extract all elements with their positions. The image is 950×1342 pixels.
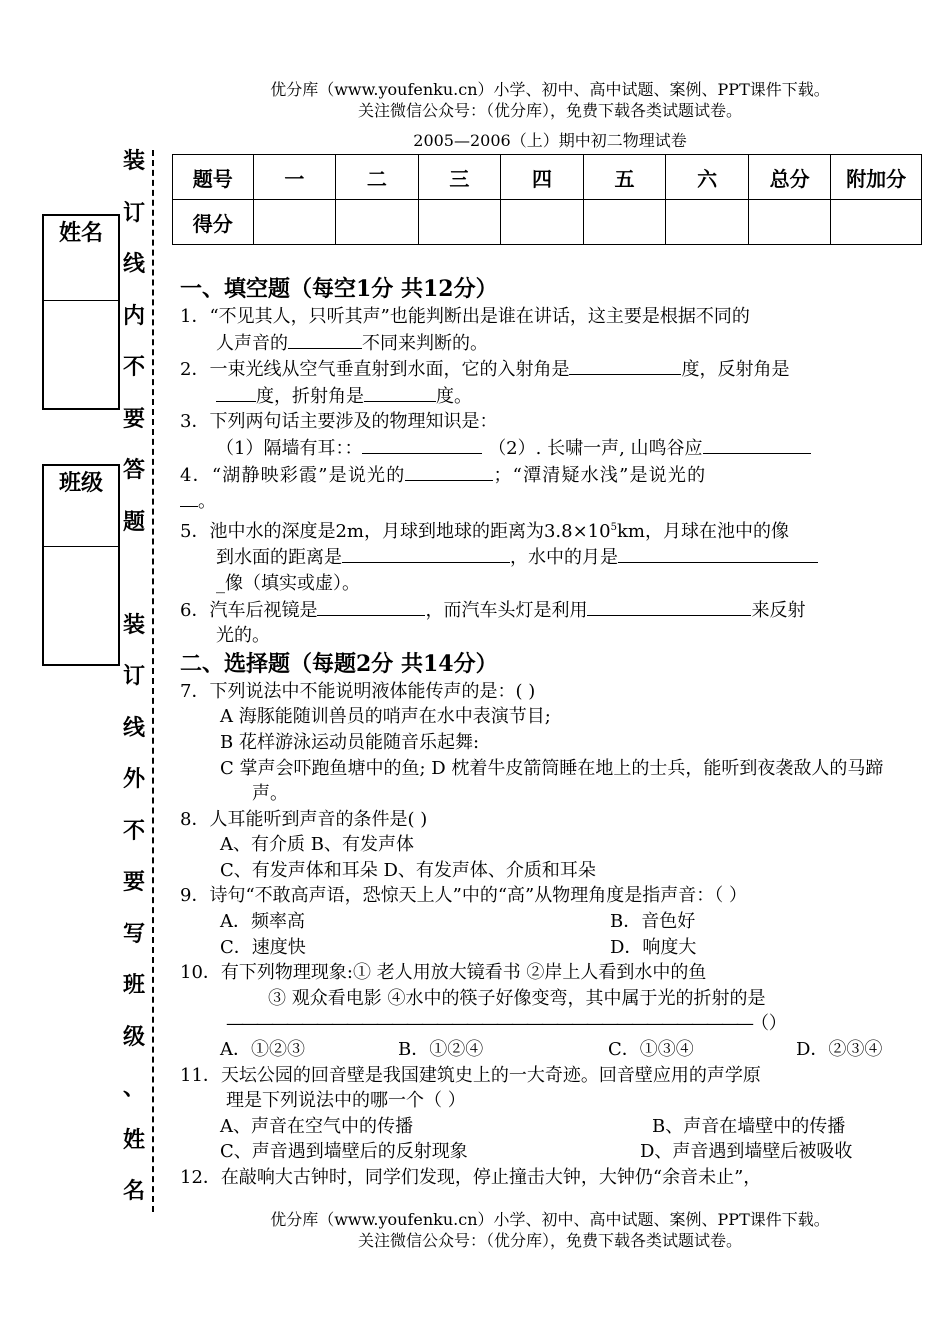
binding-char: 、 [122,1075,145,1101]
score-header-cell: 三 [418,155,501,200]
binding-char: 班 [122,972,145,998]
name-box [42,214,120,410]
option[interactable]: C、有发声体和耳朵 D、有发声体、介质和耳朵 [220,859,596,881]
question-1: 1．“不见其人，只听其声”也能判断出是谁在讲话，这主要是根据不同的 人声音的 不同来判断的。 [180,306,750,354]
header-line-1: 优分库（www.youfenku.cn）小学、初中、高中试题、案例、PPT课件下载。 [270,80,830,99]
option[interactable]: D、声音遇到墙壁后被吸收 [640,1141,853,1163]
binding-char: 装 [122,148,145,174]
score-cell[interactable] [583,200,666,245]
question-8: 8．人耳能听到声音的条件是( ) A、有介质 B、有发声体 C、有发声体和耳朵 D、有发声体、介质和耳朵 [180,807,910,884]
answer-blank[interactable] [317,597,425,616]
binding-char: 写 [122,920,145,947]
class-label: 班级 [58,470,103,496]
score-cell[interactable] [253,200,336,245]
question-6: 6．汽车后视镜是 ，而汽车头灯是利用 来反射 光的。 [180,597,910,649]
option[interactable]: D．②③④ [796,1039,883,1061]
score-cell[interactable] [831,200,922,245]
name-write-area[interactable] [44,300,118,301]
score-header-cell: 二 [336,155,419,200]
option[interactable]: B．音色好 [610,911,696,933]
option[interactable]: A 海豚能随训兽员的哨声在水中表演节目; [220,706,551,728]
option[interactable]: C．①③④ [608,1039,694,1061]
option[interactable]: B．①②④ [398,1039,484,1061]
answer-blank[interactable] [569,356,681,375]
header-line-2: 关注微信公众号：（优分库），免费下载各类试题试卷。 [357,101,742,120]
question-12: 12．在敲响大古钟时，同学们发现，停止撞击大钟，大钟仍“余音未止”， [180,1167,762,1188]
score-header-row [173,155,922,200]
score-value-row [173,200,922,245]
binding-char: 要 [122,405,145,432]
binding-char: 答 [122,457,145,483]
binding-char: 外 [122,766,145,792]
score-cell[interactable] [336,200,419,245]
answer-blank[interactable] [288,330,362,349]
binding-char: 题 [122,508,145,535]
score-header-cell: 四 [501,155,584,200]
answer-blank[interactable] [405,462,493,481]
binding-char: 线 [122,714,145,741]
binding-char: 订 [122,199,145,226]
answer-blank[interactable] [703,435,811,454]
answer-blank[interactable] [618,544,818,563]
option[interactable]: A．①②③ [220,1039,305,1061]
question-11: 11．天坛公园的回音壁是我国建筑史上的一大奇迹。回音壁应用的声学原 理是下列说法中的哪一个（ ） A、声音在空气中的传播 B、声音在墙壁中的传播 C、声音遇到墙壁后的反射现象 D、声音遇到墙壁后被吸收 [180,1063,910,1165]
option[interactable]: A、声音在空气中的传播 [220,1115,413,1137]
binding-char: 不 [122,354,145,380]
section-1-title: 一、填空题（每空1分 共12分） [180,276,498,302]
option[interactable]: A、有介质 B、有发声体 [220,834,414,856]
exam-content [180,274,910,1191]
score-header-cell: 一 [253,155,336,200]
question-3: 3．下列两句话主要涉及的物理知识是： （1）隔墙有耳：： （2）. 长啸一声, 山鸣谷应 [180,409,910,461]
answer-blank[interactable] [364,383,436,402]
question-4: 4．“湖静映彩霞”是说光的 ；“潭清疑水浅”是说光的 。 [180,462,910,515]
option[interactable]: B、声音在墙壁中的传播 [652,1115,846,1137]
answer-blank[interactable] [216,383,256,402]
score-row-label: 得分 [173,200,254,245]
binding-char: 要 [122,869,145,895]
option[interactable]: C、声音遇到墙壁后的反射现象 [220,1141,468,1163]
binding-char: 级 [122,1023,145,1050]
option[interactable]: B 花样游泳运动员能随音乐起舞: [220,731,480,753]
binding-char: 不 [122,817,145,844]
question-2: 2．一束光线从空气垂直射到水面，它的入射角是 度，反射角是 度，折射角是 度。 [180,356,910,409]
question-10: 10．有下列物理现象:① 老人用放大镜看书 ②岸上人看到水中的鱼 ③ 观众看电影 ④水中的筷子好像变弯，其中属于光的折射的是 ———————————————————————————————————（ ） A．①②③ B．①②④ C．①③④ D．②③④ [180,960,910,1062]
score-header-cell: 六 [666,155,749,200]
score-cell[interactable] [418,200,501,245]
score-table [172,154,922,245]
option[interactable]: C．速度快 [220,936,306,958]
name-label: 姓名 [58,220,103,246]
binding-char: 内 [122,302,145,329]
score-header-cell: 题号 [173,155,254,200]
question-5: 5．池中水的深度是2m，月球到地球的距离为$3.8\times 10^5km$，月球在池中的像 到水面的距离是 ，水中的月是 _像（填实或虚）。 [180,515,910,597]
question-7: 7．下列说法中不能说明液体能传声的是：( ) A 海豚能随训兽员的哨声在水中表演节目; B 花样游泳运动员能随音乐起舞: C 掌声会吓跑鱼塘中的鱼; D 枕着牛皮箭筒睡在地上的士兵，能听到夜袭敌人的马蹄声。 [180,679,910,807]
footer-line-1: 优分库（www.youfenku.cn）小学、初中、高中试题、案例、PPT课件下载。 [270,1210,830,1229]
class-box [42,464,120,666]
binding-char: 名 [122,1178,145,1204]
binding-char: 姓 [122,1126,145,1153]
binding-dashed-line [152,150,154,1212]
score-cell[interactable] [666,200,749,245]
score-cell[interactable] [748,200,831,245]
binding-line-text [120,150,148,1232]
option[interactable]: D．响度大 [610,936,697,958]
exam-title: 2005—2006（上）期中初二物理试卷 [413,131,687,150]
answer-blank[interactable] [587,597,751,616]
section-2-title: 二、选择题（每题2分 共14分） [180,650,498,677]
score-cell[interactable] [501,200,584,245]
answer-blank[interactable] [180,488,198,507]
binding-char: 装 [122,611,145,638]
score-header-cell: 五 [583,155,666,200]
answer-blank[interactable] [342,544,510,563]
answer-blank[interactable] [362,435,482,454]
binding-char: 线 [122,251,145,277]
binding-char [120,562,148,614]
question-9: 9．诗句“不敢高声语，恐惊天上人”中的“高”从物理角度是指声音：（ ） A．频率高 B．音色好 C．速度快 D．响度大 [180,883,910,960]
class-write-area[interactable] [44,546,118,547]
option[interactable]: A．频率高 [220,911,305,933]
score-header-cell: 附加分 [831,155,922,200]
footer-line-2: 关注微信公众号：（优分库），免费下载各类试题试卷。 [357,1231,742,1250]
option[interactable]: C 掌声会吓跑鱼塘中的鱼; D 枕着牛皮箭筒睡在地上的士兵，能听到夜袭敌人的马蹄声。 [220,757,884,805]
binding-char: 订 [122,663,145,689]
score-header-cell: 总分 [748,155,831,200]
